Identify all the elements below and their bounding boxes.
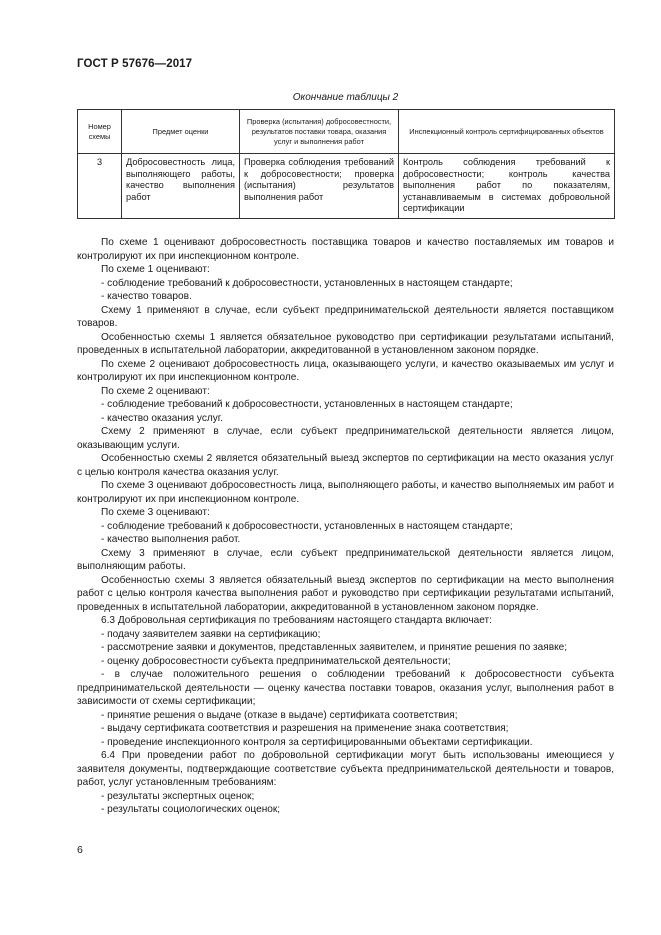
table-caption: Окончание таблицы 2 — [292, 92, 399, 103]
column-header-inspection-control: Инспекционный контроль сертифицированных объектов — [399, 110, 615, 154]
paragraph: По схеме 1 оценивают: — [101, 264, 210, 275]
list-item: - подачу заявителем заявки на сертификацию; — [101, 628, 321, 640]
section-paragraph: 6.3 Добровольная сертификация по требованиям настоящего стандарта включает: — [101, 615, 492, 626]
paragraph: По схеме 3 оценивают добросовестность лица, выполняющего работы, и качество выполняемых им работ и контролируют их при инспекционном контроле. — [77, 480, 614, 505]
document-header: ГОСТ Р 57676—2017 — [77, 58, 193, 70]
list-item: - в случае положительного решения о соблюдении требований к добросовестности субъекта предпринимательской деятельности — оценку качества поставки товаров, оказания услуг, выполнения работ в зависимости от схемы сертификации; — [77, 669, 614, 707]
page-number: 6 — [77, 844, 83, 856]
list-item: - качество товаров. — [101, 291, 192, 302]
list-item: - рассмотрение заявки и документов, представленных заявителем, и принятие решения по заявке; — [101, 642, 568, 653]
paragraph: По схеме 2 оценивают: — [101, 385, 210, 397]
cell-scheme-number: 3 — [78, 154, 122, 219]
column-header-check: Проверка (испытания) добросовестности, результатов поставки товара, оказания услуг и выполнения работ — [240, 110, 399, 154]
list-item: - результаты экспертных оценок; — [101, 790, 255, 802]
paragraph: По схеме 3 оценивают: — [101, 507, 210, 518]
list-item: - качество оказания услуг. — [101, 412, 224, 424]
list-item: - соблюдение требований к добросовестности, установленных в настоящем стандарте; — [101, 520, 513, 532]
paragraph: Особенностью схемы 1 является обязательное руководство при сертификации результатами испытаний, проведенных в испытательной лаборатории, аккредитованной в установленном законом порядке. — [77, 331, 614, 356]
list-item: - результаты социологических оценок; — [101, 804, 281, 815]
table-2 — [77, 109, 615, 219]
column-header-scheme-number: Номер схемы — [78, 110, 122, 154]
table-row — [78, 154, 615, 219]
paragraph: Схему 2 применяют в случае, если субъект предпринимательской деятельности является лицом, оказывающим услуги. — [77, 426, 614, 451]
list-item: - качество выполнения работ. — [101, 534, 241, 545]
cell-subject: Добросовестность лица, выполняющего работы, качество выполнения работ — [122, 154, 240, 219]
cell-check: Проверка соблюдения требований к добросовестности; проверка (испытания) результатов выполнения работ — [240, 154, 399, 219]
paragraph: Особенностью схемы 2 является обязательный выезд экспертов по сертификации на место оказания услуг с целью контроля качества оказания услуг. — [77, 453, 614, 478]
list-item: - выдачу сертификата соответствия и разрешения на применение знака соответствия; — [101, 723, 509, 734]
paragraph: Особенностью схемы 3 является обязательный выезд экспертов по сертификации на место выполнения работ с целью контроля качества выполнения работ и руководство при сертификации результатами испытаний, проведенных в испытательной лаборатории, аккредитованной в установленном законом порядке. — [77, 574, 614, 613]
table-header-row — [78, 110, 615, 154]
cell-inspection-control: Контроль соблюдения требований к добросовестности; контроль качества выполнения работ по показателям, устанавливаемым в системах добровольной сертификации — [399, 154, 615, 219]
list-item: - соблюдение требований к добросовестности, установленных в настоящем стандарте; — [101, 399, 513, 410]
paragraph: Схему 1 применяют в случае, если субъект предпринимательской деятельности является поставщиком товаров. — [77, 304, 614, 329]
paragraph: По схеме 1 оценивают добросовестность поставщика товаров и качество поставляемых им товаров и контролируют их при инспекционном контроле. — [77, 237, 614, 262]
column-header-subject: Предмет оценки — [122, 110, 240, 154]
list-item: - принятие решения о выдаче (отказе в выдаче) сертификата соответствия; — [101, 709, 458, 721]
body-text — [77, 236, 614, 817]
section-paragraph: 6.4 При проведении работ по добровольной сертификации могут быть использованы имеющиеся у заявителя документы, подтверждающие соответствие субъекта предпринимательской деятельности и товаров, работ, услуг установленным требованиям: — [77, 750, 614, 788]
list-item: - оценку добросовестности субъекта предпринимательской деятельности; — [101, 655, 451, 667]
list-item: - соблюдение требований к добросовестности, установленных в настоящем стандарте; — [101, 277, 513, 289]
list-item: - проведение инспекционного контроля за сертифицированными объектами сертификации. — [101, 736, 533, 748]
paragraph: По схеме 2 оценивают добросовестность лица, оказывающего услуги, и качество оказываемых им услуг и контролируют их при инспекционном контроле. — [77, 358, 614, 383]
paragraph: Схему 3 применяют в случае, если субъект предпринимательской деятельности является лицом, выполняющим работы. — [77, 547, 614, 572]
